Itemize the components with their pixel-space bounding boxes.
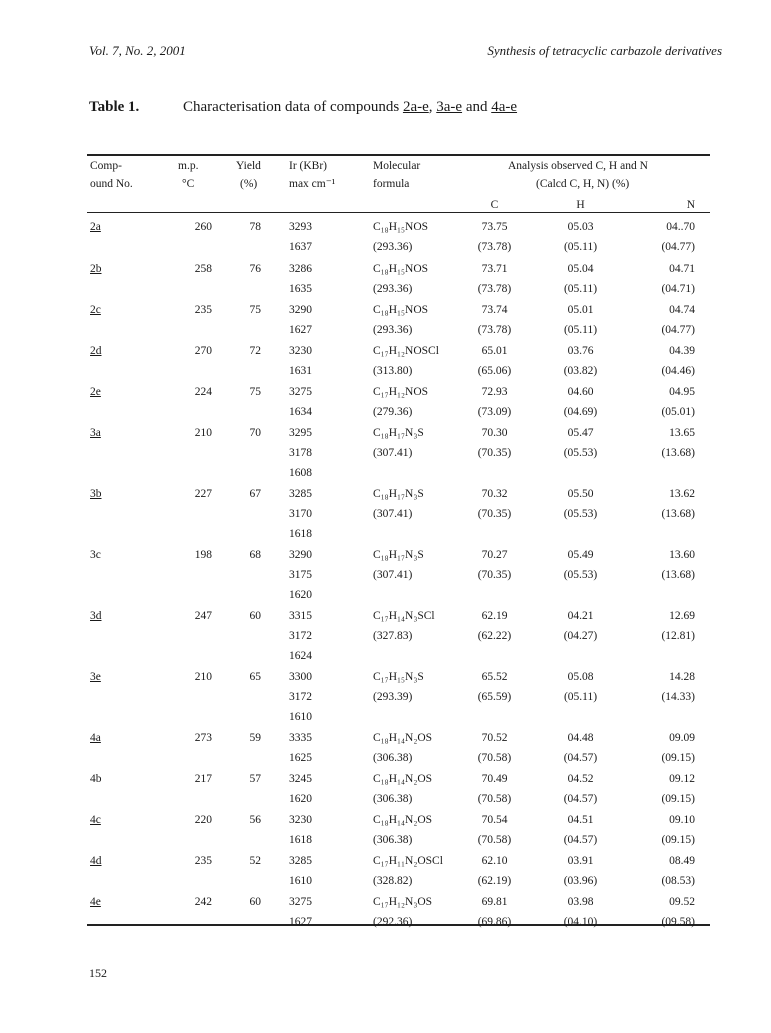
- ir-band: 3172: [289, 630, 312, 642]
- molecular-formula: C₁₈H₁₇N₃S: [373, 549, 424, 561]
- analysis-c-calculated: (73.78): [477, 324, 512, 336]
- yield-value: 72: [249, 345, 261, 357]
- molecular-weight: (327.83): [373, 630, 413, 642]
- analysis-c-observed: 73.74: [481, 304, 508, 316]
- header-yield-1: Yield: [236, 160, 261, 172]
- caption-sep-2: and: [462, 99, 492, 115]
- ir-band: 1608: [289, 467, 312, 479]
- header-analysis-1: Analysis observed C, H and N: [508, 160, 648, 172]
- molecular-formula: C₁₈H₁₄N₂OS: [373, 814, 433, 826]
- melting-point: 247: [194, 610, 212, 622]
- molecular-formula: C₁₇H₁₂N₃OS: [373, 896, 433, 908]
- analysis-n-observed: 04.39: [669, 345, 695, 357]
- analysis-h-observed: 03.76: [567, 345, 594, 357]
- compound-id: 2c: [90, 304, 101, 316]
- analysis-h-calculated: (05.53): [563, 447, 598, 459]
- molecular-weight: (306.38): [373, 793, 413, 805]
- analysis-n-observed: 04..70: [666, 221, 695, 233]
- table-top-rule: [87, 154, 710, 156]
- ir-band: 3245: [289, 773, 312, 785]
- melting-point: 220: [194, 814, 212, 826]
- analysis-n-observed: 13.62: [669, 488, 695, 500]
- ir-band: 3286: [289, 263, 312, 275]
- analysis-c-observed: 70.27: [481, 549, 508, 561]
- analysis-c-calculated: (70.58): [477, 834, 512, 846]
- molecular-weight: (279.36): [373, 406, 413, 418]
- molecular-weight: (307.41): [373, 569, 413, 581]
- molecular-formula: C₁₈H₁₅NOS: [373, 221, 429, 233]
- analysis-n-observed: 08.49: [669, 855, 695, 867]
- ir-band: 1624: [289, 650, 312, 662]
- table-caption: [183, 99, 517, 116]
- ir-band: 3290: [289, 304, 312, 316]
- analysis-h-calculated: (04.69): [563, 406, 598, 418]
- analysis-n-observed: 09.10: [669, 814, 695, 826]
- ir-band: 3285: [289, 488, 312, 500]
- ir-band: 3295: [289, 427, 312, 439]
- running-header-left: Vol. 7, No. 2, 2001: [89, 43, 186, 58]
- analysis-h-observed: 04.21: [567, 610, 594, 622]
- melting-point: 210: [194, 427, 212, 439]
- yield-value: 52: [249, 855, 261, 867]
- header-mp-2: °C: [182, 178, 195, 190]
- ir-band: 1618: [289, 834, 312, 846]
- analysis-c-observed: 62.19: [481, 610, 508, 622]
- header-ir-2: max cm⁻¹: [289, 178, 336, 190]
- analysis-h-observed: 05.04: [567, 263, 594, 275]
- analysis-h-calculated: (05.11): [563, 241, 598, 253]
- molecular-formula: C₁₈H₁₄N₂OS: [373, 732, 433, 744]
- compound-id: 3d: [90, 610, 102, 622]
- compound-id: 4d: [90, 855, 102, 867]
- analysis-c-observed: 73.71: [481, 263, 508, 275]
- ir-band: 3230: [289, 814, 312, 826]
- yield-value: 78: [249, 221, 261, 233]
- compound-id: 3e: [90, 671, 101, 683]
- analysis-n-observed: 04.74: [669, 304, 695, 316]
- analysis-h-calculated: (03.96): [563, 875, 598, 887]
- analysis-n-calculated: (04.77): [661, 324, 695, 336]
- analysis-h-calculated: (04.57): [563, 834, 598, 846]
- header-col-h: H: [576, 199, 585, 211]
- compound-id: 2d: [90, 345, 102, 357]
- header-analysis-2: (Calcd C, H, N) (%): [536, 178, 630, 190]
- molecular-formula: C₁₈H₁₅NOS: [373, 263, 429, 275]
- ir-band: 3290: [289, 549, 312, 561]
- analysis-h-calculated: (05.11): [563, 283, 598, 295]
- yield-value: 70: [249, 427, 261, 439]
- melting-point: 210: [194, 671, 212, 683]
- analysis-c-calculated: (69.86): [477, 916, 512, 928]
- analysis-c-calculated: (62.19): [477, 875, 512, 887]
- melting-point: 198: [194, 549, 212, 561]
- analysis-c-calculated: (73.78): [477, 283, 512, 295]
- analysis-h-observed: 03.98: [567, 896, 594, 908]
- compound-id: 4c: [90, 814, 101, 826]
- analysis-c-observed: 70.52: [481, 732, 508, 744]
- analysis-h-calculated: (04.27): [563, 630, 598, 642]
- molecular-weight: (293.36): [373, 241, 413, 253]
- analysis-n-observed: 12.69: [669, 610, 695, 622]
- analysis-c-observed: 70.49: [481, 773, 508, 785]
- ir-band: 1610: [289, 875, 312, 887]
- analysis-n-observed: 13.60: [669, 549, 695, 561]
- analysis-n-observed: 09.09: [669, 732, 695, 744]
- compound-id: 4b: [90, 773, 102, 785]
- header-mf-2: formula: [373, 178, 410, 190]
- analysis-h-observed: 04.51: [567, 814, 594, 826]
- ir-band: 3335: [289, 732, 312, 744]
- ir-band: 3178: [289, 447, 312, 459]
- ir-band: 1610: [289, 711, 312, 723]
- analysis-n-calculated: (05.01): [661, 406, 695, 418]
- compound-id: 2e: [90, 386, 101, 398]
- ir-band: 1635: [289, 283, 312, 295]
- yield-value: 67: [249, 488, 261, 500]
- analysis-c-calculated: (70.35): [477, 569, 512, 581]
- ir-band: 3293: [289, 221, 312, 233]
- analysis-n-calculated: (04.71): [661, 283, 695, 295]
- analysis-h-observed: 05.03: [567, 221, 594, 233]
- molecular-formula: C₁₇H₁₂NOSCl: [373, 345, 439, 357]
- yield-value: 57: [249, 773, 261, 785]
- analysis-c-calculated: (65.59): [477, 691, 512, 703]
- compound-id: 3c: [90, 549, 101, 561]
- analysis-c-calculated: (70.35): [477, 447, 512, 459]
- table-label: Table 1.: [89, 99, 140, 115]
- ir-band: 1634: [289, 406, 312, 418]
- header-ir-1: Ir (KBr): [289, 160, 327, 172]
- analysis-n-observed: 04.71: [669, 263, 695, 275]
- analysis-h-calculated: (05.11): [563, 324, 598, 336]
- analysis-h-observed: 05.47: [567, 427, 594, 439]
- analysis-c-observed: 69.81: [481, 896, 508, 908]
- analysis-n-calculated: (09.58): [661, 916, 695, 928]
- ir-band: 3230: [289, 345, 312, 357]
- ir-band: 1620: [289, 589, 312, 601]
- analysis-c-calculated: (73.78): [477, 241, 512, 253]
- table-header-rule: [87, 212, 710, 213]
- molecular-formula: C₁₇H₁₄N₃SCl: [373, 610, 435, 622]
- ir-band: 3172: [289, 691, 312, 703]
- analysis-c-observed: 73.75: [481, 221, 508, 233]
- analysis-n-calculated: (08.53): [661, 875, 695, 887]
- molecular-weight: (292.36): [373, 916, 413, 928]
- yield-value: 59: [249, 732, 261, 744]
- analysis-c-observed: 70.30: [481, 427, 508, 439]
- analysis-h-observed: 05.08: [567, 671, 594, 683]
- analysis-h-calculated: (04.57): [563, 793, 598, 805]
- analysis-n-calculated: (13.68): [661, 569, 695, 581]
- yield-value: 76: [249, 263, 261, 275]
- analysis-n-calculated: (13.68): [661, 447, 695, 459]
- molecular-weight: (306.38): [373, 752, 413, 764]
- analysis-h-calculated: (05.11): [563, 691, 598, 703]
- analysis-h-calculated: (03.82): [563, 365, 598, 377]
- yield-value: 60: [249, 610, 261, 622]
- molecular-formula: C₁₈H₁₅NOS: [373, 304, 429, 316]
- yield-value: 68: [249, 549, 261, 561]
- ir-band: 1637: [289, 241, 312, 253]
- molecular-formula: C₁₈H₁₇N₃S: [373, 427, 424, 439]
- melting-point: 260: [194, 221, 212, 233]
- ir-band: 3285: [289, 855, 312, 867]
- header-mf-1: Molecular: [373, 160, 421, 172]
- molecular-weight: (293.36): [373, 324, 413, 336]
- analysis-c-observed: 70.32: [481, 488, 508, 500]
- melting-point: 227: [194, 488, 212, 500]
- analysis-h-calculated: (05.53): [563, 508, 598, 520]
- yield-value: 60: [249, 896, 261, 908]
- ir-band: 3170: [289, 508, 312, 520]
- molecular-weight: (293.36): [373, 283, 413, 295]
- compound-id: 4a: [90, 732, 101, 744]
- molecular-formula: C₁₈H₁₇N₃S: [373, 488, 424, 500]
- melting-point: 217: [194, 773, 212, 785]
- caption-ref-3: 3a-e: [436, 99, 463, 115]
- analysis-n-calculated: (04.46): [661, 365, 695, 377]
- melting-point: 224: [194, 386, 212, 398]
- ir-band: 3275: [289, 386, 312, 398]
- analysis-h-calculated: (05.53): [563, 569, 598, 581]
- ir-band: 3175: [289, 569, 312, 581]
- yield-value: 75: [249, 386, 261, 398]
- analysis-h-calculated: (04.57): [563, 752, 598, 764]
- analysis-n-observed: 09.52: [669, 896, 695, 908]
- yield-value: 56: [249, 814, 261, 826]
- molecular-formula: C₁₈H₁₄N₂OS: [373, 773, 433, 785]
- header-comp-1: Comp-: [90, 160, 122, 172]
- analysis-c-calculated: (73.09): [477, 406, 512, 418]
- analysis-c-observed: 65.52: [481, 671, 508, 683]
- caption-sep-1: ,: [428, 99, 437, 115]
- compound-id: 2a: [90, 221, 101, 233]
- running-header-right: Synthesis of tetracyclic carbazole derivatives: [487, 43, 722, 58]
- ir-band: 3275: [289, 896, 312, 908]
- analysis-n-calculated: (09.15): [661, 793, 695, 805]
- melting-point: 242: [194, 896, 212, 908]
- analysis-c-observed: 65.01: [481, 345, 508, 357]
- caption-prefix: Characterisation data of compounds: [183, 99, 403, 115]
- compound-id: 3a: [90, 427, 101, 439]
- header-col-n: N: [686, 199, 695, 211]
- analysis-c-observed: 72.93: [481, 386, 508, 398]
- compound-id: 2b: [90, 263, 102, 275]
- analysis-n-observed: 13.65: [669, 427, 695, 439]
- analysis-n-calculated: (12.81): [661, 630, 695, 642]
- analysis-h-observed: 05.01: [567, 304, 594, 316]
- melting-point: 273: [194, 732, 212, 744]
- ir-band: 1620: [289, 793, 312, 805]
- molecular-weight: (293.39): [373, 691, 413, 703]
- melting-point: 235: [194, 855, 212, 867]
- analysis-c-calculated: (62.22): [477, 630, 512, 642]
- yield-value: 75: [249, 304, 261, 316]
- ir-band: 1625: [289, 752, 312, 764]
- analysis-n-calculated: (09.15): [661, 834, 695, 846]
- ir-band: 1618: [289, 528, 312, 540]
- yield-value: 65: [249, 671, 261, 683]
- analysis-h-observed: 04.48: [567, 732, 594, 744]
- ir-band: 3315: [289, 610, 312, 622]
- analysis-n-calculated: (13.68): [661, 508, 695, 520]
- analysis-c-calculated: (70.58): [477, 793, 512, 805]
- analysis-h-observed: 04.60: [567, 386, 594, 398]
- analysis-h-calculated: (04.10): [563, 916, 598, 928]
- header-comp-2: ound No.: [90, 178, 133, 190]
- molecular-weight: (313.80): [373, 365, 413, 377]
- caption-ref-2: 2a-e: [402, 99, 429, 115]
- molecular-weight: (328.82): [373, 875, 413, 887]
- molecular-formula: C₁₇H₁₅N₃S: [373, 671, 424, 683]
- melting-point: 258: [194, 263, 212, 275]
- melting-point: 270: [194, 345, 212, 357]
- molecular-weight: (307.41): [373, 447, 413, 459]
- compound-id: 4e: [90, 896, 101, 908]
- analysis-n-calculated: (04.77): [661, 241, 695, 253]
- ir-band: 1631: [289, 365, 312, 377]
- analysis-n-observed: 09.12: [669, 773, 695, 785]
- analysis-c-observed: 62.10: [481, 855, 508, 867]
- analysis-h-observed: 05.49: [567, 549, 594, 561]
- header-col-c: C: [490, 199, 499, 211]
- analysis-h-observed: 03.91: [567, 855, 594, 867]
- analysis-c-calculated: (70.58): [477, 752, 512, 764]
- analysis-n-calculated: (09.15): [661, 752, 695, 764]
- ir-band: 1627: [289, 324, 312, 336]
- analysis-n-observed: 14.28: [669, 671, 695, 683]
- analysis-c-observed: 70.54: [481, 814, 508, 826]
- analysis-h-observed: 05.50: [567, 488, 594, 500]
- molecular-weight: (307.41): [373, 508, 413, 520]
- analysis-n-observed: 04.95: [669, 386, 695, 398]
- analysis-c-calculated: (65.06): [477, 365, 512, 377]
- caption-ref-4: 4a-e: [491, 99, 518, 115]
- analysis-n-calculated: (14.33): [661, 691, 695, 703]
- analysis-c-calculated: (70.35): [477, 508, 512, 520]
- molecular-formula: C₁₇H₁₂NOS: [373, 386, 429, 398]
- page-number: 152: [89, 966, 107, 980]
- molecular-formula: C₁₇H₁₁N₂OSCl: [373, 855, 443, 867]
- ir-band: 3300: [289, 671, 312, 683]
- compound-id: 3b: [90, 488, 102, 500]
- header-yield-2: (%): [240, 178, 258, 190]
- analysis-h-observed: 04.52: [567, 773, 594, 785]
- ir-band: 1627: [289, 916, 312, 928]
- melting-point: 235: [194, 304, 212, 316]
- molecular-weight: (306.38): [373, 834, 413, 846]
- header-mp-1: m.p.: [178, 160, 199, 172]
